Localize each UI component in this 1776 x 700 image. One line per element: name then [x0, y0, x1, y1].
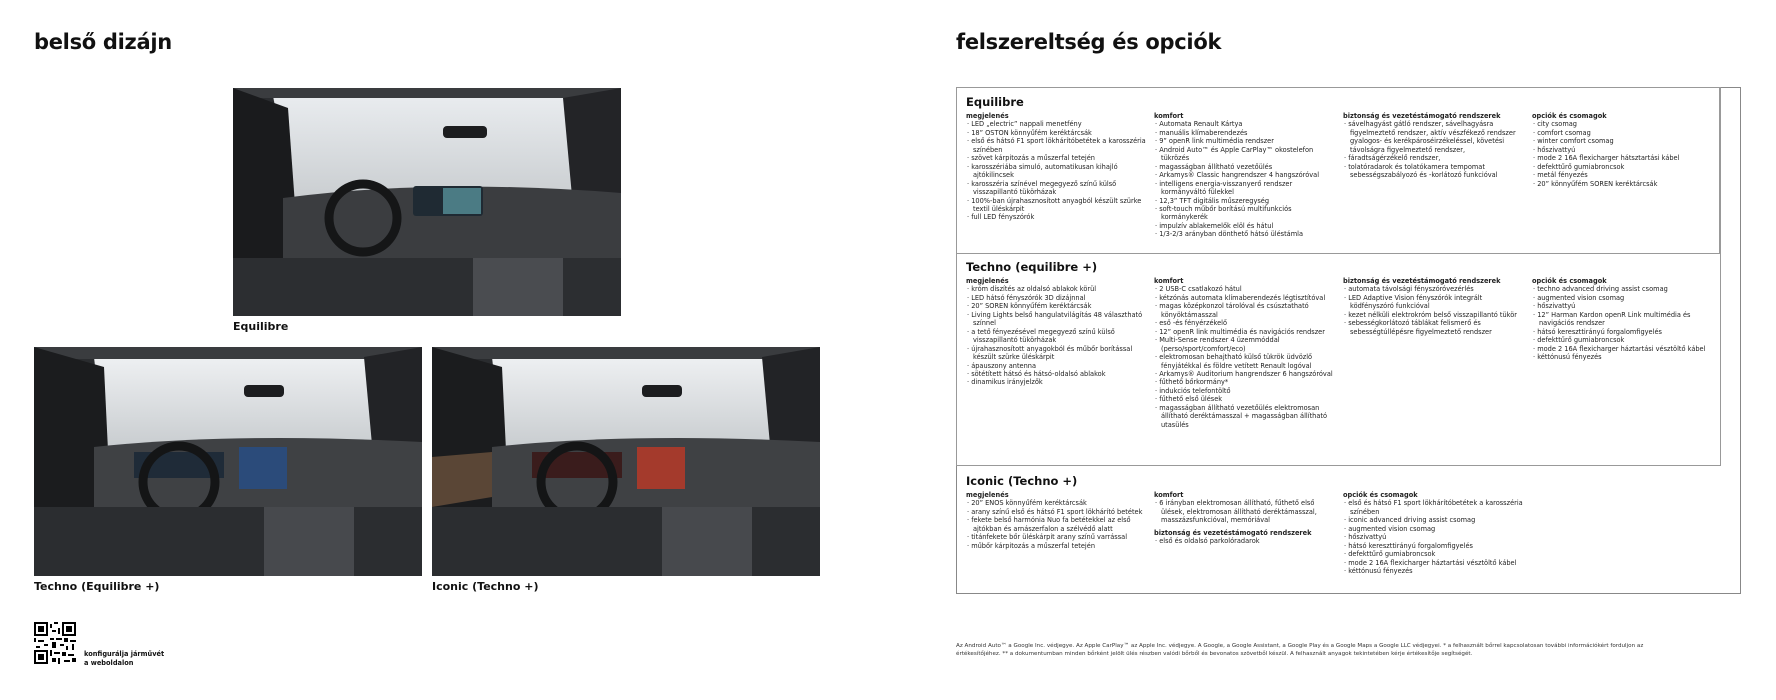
- section-column: [1343, 277, 1523, 336]
- feature-item: · comfort csomag: [1532, 129, 1712, 137]
- feature-item: · sebességkorlátozó táblákat felismerő és sebességtúllépésre figyelmeztető rendszer: [1343, 319, 1523, 336]
- feature-item: · sávelhagyást gátló rendszer, sávelhagyásra figyelmeztető rendszer, aktív vészfékező rendszer gyalogos- és kerékpároséirzékeléssel, követési távolságra figyelmeztető rendszer,: [1343, 120, 1523, 154]
- column-heading: biztonság és vezetéstámogató rendszerek: [1154, 528, 1312, 537]
- section-column: [1154, 491, 1334, 546]
- caption-equilibre: Equilibre: [233, 320, 289, 333]
- qr-caption-line-1: konfigurálja járművét: [84, 650, 165, 658]
- page-title-left: belső dizájn: [34, 30, 172, 54]
- feature-item: · első és hátsó F1 sport lökhárítóbetétek a karosszéria színében: [1343, 499, 1523, 516]
- feature-item: · 100%-ban újrahasznosított anyagból készült szürke textil üléskárpit: [966, 197, 1146, 214]
- section-column: [1532, 112, 1712, 188]
- feature-item: · Arkamys® Auditorium hangrendszer 6 hangszóróval: [1154, 370, 1334, 378]
- feature-list: [1154, 285, 1334, 429]
- feature-item: · újrahasznosított anyagokból és műbőr borítással készült szürke üléskárpit: [966, 345, 1146, 362]
- column-heading: opciók és csomagok: [1532, 277, 1607, 285]
- feature-item: · impulzív ablakemelők elöl és hátul: [1154, 222, 1334, 230]
- feature-list: [1154, 499, 1334, 524]
- feature-item: · metál fényezés: [1532, 171, 1712, 179]
- feature-item: · mode 2 16A flexicharger háztartási vésztöltő kábel: [1343, 559, 1523, 567]
- feature-item: · karosszériába simuló, automatikusan kihajló ajtókilincsek: [966, 163, 1146, 180]
- feature-item: · indukciós telefontöltő: [1154, 387, 1334, 395]
- column-heading: megjelenés: [966, 491, 1009, 499]
- feature-item: · eső -és fényérzékelő: [1154, 319, 1334, 327]
- feature-item: · LED Adaptive Vision fényszórók integrált ködfényszóró funkcióval: [1343, 294, 1523, 311]
- feature-item: · 20” SOREN könnyűfém keréktárcsák: [966, 302, 1146, 310]
- feature-item: · Automata Renault Kártya: [1154, 120, 1334, 128]
- caption-iconic: Iconic (Techno +): [432, 580, 539, 593]
- feature-list: [966, 285, 1146, 386]
- feature-list: [1532, 285, 1712, 361]
- section-title: Techno (equilibre +): [966, 260, 1098, 274]
- feature-list: [966, 120, 1146, 221]
- feature-item: · fűthető első ülések: [1154, 395, 1334, 403]
- section-column: [966, 277, 1146, 387]
- section-column: [1343, 491, 1523, 576]
- feature-item: · augmented vision csomag: [1343, 525, 1523, 533]
- column-heading: biztonság és vezetéstámogató rendszerek: [1343, 112, 1501, 120]
- feature-item: · műbőr kárpitozás a műszerfal tetején: [966, 542, 1146, 550]
- section-column: [966, 491, 1146, 550]
- feature-item: · karosszéria színével megegyező színű külső visszapillantó tükörházak: [966, 180, 1146, 197]
- feature-item: · tolatóradarok és tolatókamera tempomat sebességszabályozó és -korlátozó funkcióval: [1343, 163, 1523, 180]
- feature-item: · 1/3-2/3 arányban dönthető hátsó üléstámla: [1154, 230, 1334, 238]
- section-column: [1154, 112, 1334, 239]
- feature-item: · defekttűrő gumiabroncsok: [1532, 336, 1712, 344]
- feature-item: · hőszivattyú: [1343, 533, 1523, 541]
- feature-item: · mode 2 16A flexicharger háztartási vésztöltő kábel: [1532, 345, 1712, 353]
- feature-item: · a tető fényezésével megegyező színű külső visszapillantó tükörházak: [966, 328, 1146, 345]
- feature-item: · hátsó kereszttirányú forgalomfigyelés: [1532, 328, 1712, 336]
- feature-item: · 6 irányban elektromosan állítható, fűthető első ülések, elektromosan állítható deréktámasszal, masszázsfunkcióval, memóriával: [1154, 499, 1334, 524]
- feature-item: · 20” ENOS könnyűfém keréktárcsák: [966, 499, 1146, 507]
- feature-list: [1343, 499, 1523, 575]
- feature-item: · fekete belső harmónia Nuo fa betétekkel az első ajtókban és arnászerfalon a szélvédő alatt: [966, 516, 1146, 533]
- qr-code-icon[interactable]: [34, 622, 76, 664]
- feature-list: [1154, 537, 1334, 545]
- footnote: [956, 642, 1756, 658]
- footnote-line-1: Az Android Auto™ a Google Inc. védjegye. Az Apple CarPlay™ az Apple Inc. védjegye. A Google, a Google Assistant, a Google Play és a Google Maps a Google LLC védjegyei. * a felhasznált bőrrel kapcsolatosan további információkért forduljon az: [956, 643, 1644, 649]
- feature-item: · 12,3” TFT digitális műszeregység: [1154, 197, 1334, 205]
- column-heading: opciók és csomagok: [1343, 491, 1418, 499]
- feature-item: · első és hátsó F1 sport lökhárítóbetétek a karosszéria színében: [966, 137, 1146, 154]
- qr-caption: [84, 650, 164, 668]
- interior-photo-techno: [34, 347, 422, 576]
- column-heading: megjelenés: [966, 112, 1009, 120]
- feature-item: · manuális klímaberendezés: [1154, 129, 1334, 137]
- feature-list: [1343, 285, 1523, 336]
- feature-item: · defekttűrő gumiabroncsok: [1343, 550, 1523, 558]
- feature-list: [1532, 120, 1712, 188]
- section-title: Equilibre: [966, 95, 1024, 109]
- feature-item: · hátsó kereszttirányú forgalomfigyelés: [1343, 542, 1523, 550]
- feature-item: · fáradtságérzékelő rendszer,: [1343, 154, 1523, 162]
- feature-item: · LED hátsó fényszórók 3D dizájnnal: [966, 294, 1146, 302]
- column-heading: komfort: [1154, 491, 1184, 499]
- feature-item: · kéttónusú fényezés: [1532, 353, 1712, 361]
- feature-item: · kezet nélküli elektrokróm belső visszapillantó tükör: [1343, 311, 1523, 319]
- section-column: [1532, 277, 1712, 362]
- feature-item: · króm díszítés az oldalsó ablakok körül: [966, 285, 1146, 293]
- feature-item: · sötétített hátsó és hátsó-oldalsó ablakok: [966, 370, 1146, 378]
- feature-item: · techno advanced driving assist csomag: [1532, 285, 1712, 293]
- feature-item: · 12” Harman Kardon openR Link multimédia és navigációs rendszer: [1532, 311, 1712, 328]
- feature-item: · Android Auto™ és Apple CarPlay™ okostelefon tükrözés: [1154, 146, 1334, 163]
- feature-item: · LED „electric” nappali menetfény: [966, 120, 1146, 128]
- feature-item: · automata távolsági fényszóróvezérlés: [1343, 285, 1523, 293]
- feature-item: · magas középkonzol tárolóval és csúsztatható könyöktámasszal: [1154, 302, 1334, 319]
- feature-item: · city csomag: [1532, 120, 1712, 128]
- column-heading: opciók és csomagok: [1532, 112, 1607, 120]
- feature-item: · kétzónás automata klímaberendezés légtisztítóval: [1154, 294, 1334, 302]
- feature-item: · Multi-Sense rendszer 4 üzemmóddal (perso/sport/comfort/eco): [1154, 336, 1334, 353]
- feature-item: · mode 2 16A flexicharger hátsztartási kábel: [1532, 154, 1712, 162]
- feature-item: · hőszivattyú: [1532, 302, 1712, 310]
- feature-item: · első és oldalsó parkolóradarok: [1154, 537, 1334, 545]
- section-column: [966, 112, 1146, 222]
- feature-item: · magasságban állítható vezetőülés: [1154, 163, 1334, 171]
- feature-item: · soft-touch műbőr borítású multifunkciós kormánykerék: [1154, 205, 1334, 222]
- feature-item: · winter comfort csomag: [1532, 137, 1712, 145]
- feature-list: [1154, 120, 1334, 238]
- page-title-right: felszereltség és opciók: [956, 30, 1222, 54]
- feature-item: · szövet kárpitozás a műszerfal tetején: [966, 154, 1146, 162]
- column-heading: komfort: [1154, 277, 1184, 285]
- feature-item: · titánfekete bőr üléskárpit arany színű varrással: [966, 533, 1146, 541]
- feature-item: · Arkamys® Classic hangrendszer 4 hangszóróval: [1154, 171, 1334, 179]
- feature-item: · 20” könnyűfém SOREN keréktárcsák: [1532, 180, 1712, 188]
- feature-item: · intelligens energia-visszanyerő rendszer kormányváltó fülekkel: [1154, 180, 1334, 197]
- column-heading: megjelenés: [966, 277, 1009, 285]
- feature-item: · kéttónusú fényezés: [1343, 567, 1523, 575]
- section-column: [1154, 277, 1334, 429]
- feature-item: · iconic advanced driving assist csomag: [1343, 516, 1523, 524]
- column-heading: komfort: [1154, 112, 1184, 120]
- feature-item: · fűthető bőrkormány*: [1154, 378, 1334, 386]
- footnote-line-2: értékesítőjéhez. ** a dokumentumban minden bőrként jelölt ülés részben valódi bőrből és bevonatos szövetből készül. A felhasznált anyagok tekintetében kérje értékesítője segítségét.: [956, 651, 1473, 657]
- interior-photo-iconic: [432, 347, 820, 576]
- section-title: Iconic (Techno +): [966, 474, 1078, 488]
- column-heading: biztonság és vezetéstámogató rendszerek: [1343, 277, 1501, 285]
- caption-techno: Techno (Equilibre +): [34, 580, 160, 593]
- feature-list: [1343, 120, 1523, 179]
- feature-item: · elektromosan behajtható külső tükrök üdvözlő fényjátékkal és földre vetített Renault logóval: [1154, 353, 1334, 370]
- feature-item: · 9” openR link multimédia rendszer: [1154, 137, 1334, 145]
- feature-item: · augmented vision csomag: [1532, 294, 1712, 302]
- section-column: [1343, 112, 1523, 180]
- feature-item: · 12” openR link multimédia és navigációs rendszer: [1154, 328, 1334, 336]
- feature-item: · ápauszony antenna: [966, 362, 1146, 370]
- feature-item: · arany színű első és hátsó F1 sport lökhárító betétek: [966, 508, 1146, 516]
- feature-item: · magasságban állítható vezetőülés elektromosan állítható deréktámasszal + magasságban állítható utasülés: [1154, 404, 1334, 429]
- feature-item: · Living Lights belső hangulatvilágítás 48 választható színnel: [966, 311, 1146, 328]
- qr-caption-line-2: a weboldalon: [84, 659, 134, 667]
- interior-photo-equilibre: [233, 88, 621, 316]
- feature-list: [966, 499, 1146, 550]
- feature-item: · 18” OSTON könnyűfém keréktárcsák: [966, 129, 1146, 137]
- feature-item: · 2 USB-C csatlakozó hátul: [1154, 285, 1334, 293]
- feature-item: · hőszivattyú: [1532, 146, 1712, 154]
- feature-item: · full LED fényszórók: [966, 213, 1146, 221]
- feature-item: · defekttűrő gumiabroncsok: [1532, 163, 1712, 171]
- feature-item: · dinamikus irányjelzők: [966, 378, 1146, 386]
